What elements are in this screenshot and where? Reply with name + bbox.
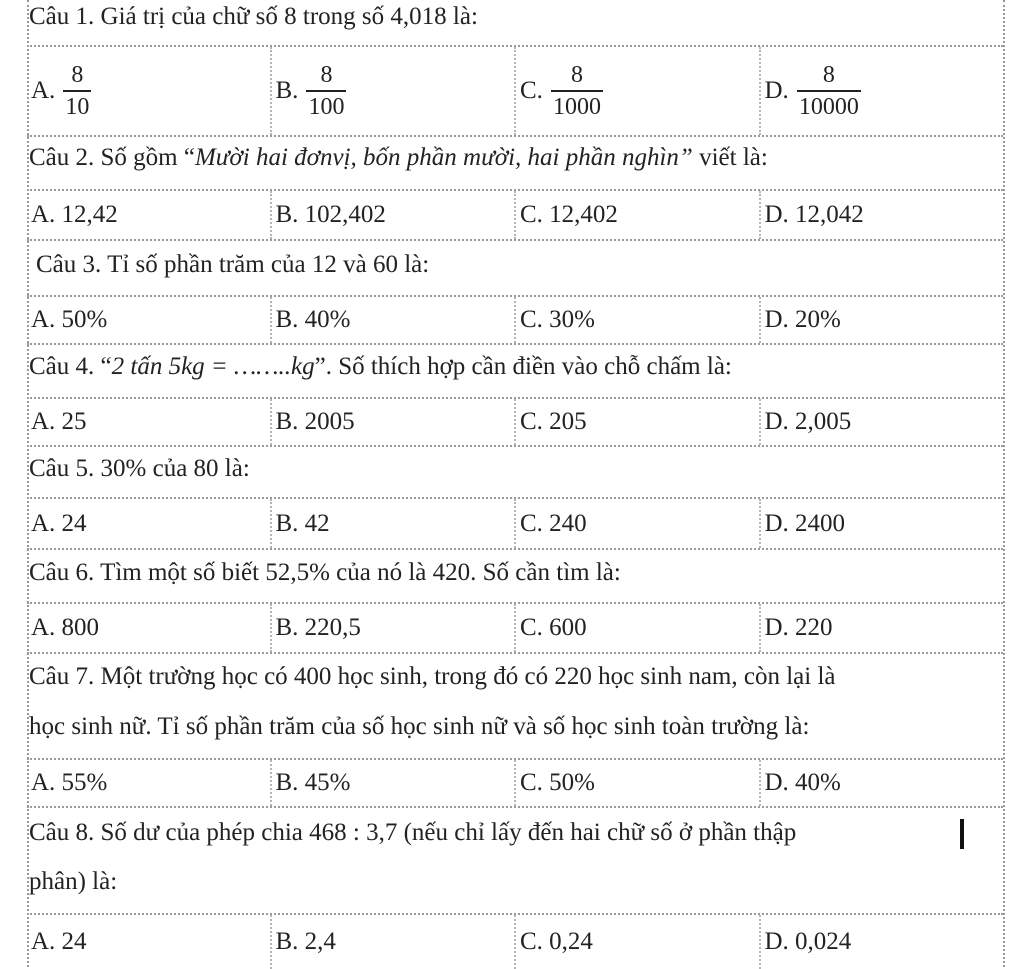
- option-3a[interactable]: A. 50%: [27, 297, 272, 343]
- option-3b[interactable]: B. 40%: [272, 297, 517, 343]
- question-2-text: Câu 2. Số gồm “Mười hai đơnvị, bốn phần mười, hai phần nghìn” viết là:: [29, 144, 768, 171]
- option-5d[interactable]: D. 2400: [764, 509, 846, 537]
- text-cursor: [960, 819, 964, 849]
- question-5-options: [27, 497, 1003, 550]
- question-1-text: Câu 1. Giá trị của chữ số 8 trong số 4,018 là:: [29, 3, 478, 30]
- option-5b[interactable]: B. 42: [272, 499, 517, 548]
- option-2d[interactable]: D. 12,042: [764, 201, 864, 228]
- option-8b[interactable]: B. 2,4: [272, 915, 517, 969]
- option-1d[interactable]: D. $\frac{8}{10000}$: [764, 62, 859, 120]
- fraction: $\frac{8}{100}$: [308, 62, 345, 120]
- question-6-options: [27, 602, 1003, 654]
- option-5c[interactable]: C. 240: [516, 499, 761, 548]
- question-5-text: Câu 5. 30% của 80 là:: [29, 455, 250, 482]
- question-4-text: Câu 4. “2 tấn 5kg = ……..kg”. Số thích hợp cần điền vào chỗ chấm là:: [29, 353, 732, 380]
- option-2a[interactable]: A. 12,42: [27, 191, 272, 239]
- option-5a[interactable]: A. 24: [27, 499, 272, 548]
- option-7d[interactable]: D. 40%: [764, 769, 841, 796]
- option-8c[interactable]: C. 0,24: [516, 915, 761, 969]
- fraction: $\frac{8}{10}$: [65, 62, 90, 120]
- option-7b[interactable]: B. 45%: [272, 760, 517, 806]
- option-2b[interactable]: B. 102,402: [272, 191, 517, 239]
- question-8-options: [27, 913, 1003, 969]
- question-7-text-line-1: Câu 7. Một trường học có 400 học sinh, trong đó có 220 học sinh nam, còn lại là: [29, 663, 836, 690]
- option-3d[interactable]: D. 20%: [764, 306, 841, 333]
- fraction: $\frac{8}{10000}$: [798, 62, 859, 120]
- option-3c[interactable]: C. 30%: [516, 297, 761, 343]
- fraction: $\frac{8}{1000}$: [552, 62, 601, 120]
- option-7a[interactable]: A. 55%: [27, 760, 272, 806]
- question-7-options: [27, 758, 1003, 808]
- question-7-text-line-2: học sinh nữ. Tỉ số phần trăm của số học sinh nữ và số học sinh toàn trường là:: [29, 713, 810, 740]
- option-4b[interactable]: B. 2005: [272, 399, 517, 445]
- option-6b[interactable]: B. 220,5: [272, 604, 517, 652]
- option-7c[interactable]: C. 50%: [516, 760, 761, 806]
- option-4d[interactable]: D. 2,005: [764, 408, 852, 435]
- option-6a[interactable]: A. 800: [27, 604, 272, 652]
- question-6-text: Câu 6. Tìm một số biết 52,5% của nó là 420. Số cần tìm là:: [29, 559, 621, 586]
- option-8d[interactable]: D. 0,024: [764, 928, 852, 955]
- option-2c[interactable]: C. 12,402: [516, 191, 761, 239]
- option-8a[interactable]: A. 24: [27, 915, 272, 969]
- option-1b[interactable]: B. $\frac{8}{100}$: [272, 47, 517, 135]
- option-6d[interactable]: D. 220: [764, 614, 833, 641]
- option-6c[interactable]: C. 600: [516, 604, 761, 652]
- question-8-text-line-1: Câu 8. Số dư của phép chia 468 : 3,7 (nếu chỉ lấy đến hai chữ số ở phần thập: [29, 819, 797, 846]
- option-1c[interactable]: C. $\frac{8}{1000}$: [516, 47, 761, 135]
- question-3-options: [27, 295, 1003, 345]
- question-2-options: [27, 189, 1003, 241]
- question-4-options: [27, 397, 1003, 447]
- option-4c[interactable]: C. 205: [516, 399, 761, 445]
- option-1a[interactable]: A. $\frac{8}{10}$: [27, 47, 272, 135]
- question-3-text: Câu 3. Tỉ số phần trăm của 12 và 60 là:: [36, 251, 430, 278]
- question-8-text-line-2: phân) là:: [29, 868, 118, 895]
- question-1-options: [27, 45, 1003, 137]
- option-4a[interactable]: A. 25: [27, 399, 272, 445]
